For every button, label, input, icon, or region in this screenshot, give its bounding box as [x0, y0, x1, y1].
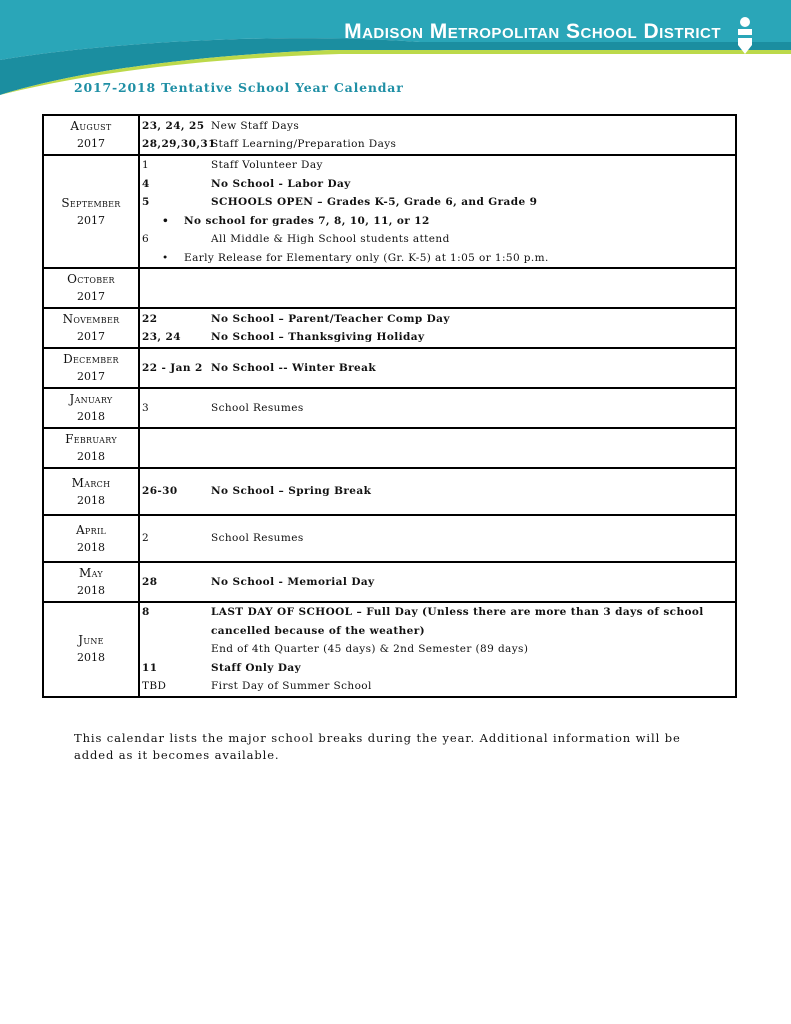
events-cell — [139, 515, 736, 562]
calendar-row — [43, 268, 736, 308]
month-year: 2017 — [77, 330, 105, 343]
event-line — [142, 399, 731, 418]
document-title: 2017-2018 Tentative School Year Calendar — [74, 80, 404, 95]
month-cell — [43, 268, 139, 308]
event-line — [142, 156, 731, 175]
event-line — [142, 529, 731, 548]
events-cell — [139, 308, 736, 348]
month-name: March — [71, 475, 111, 490]
month-year: 2018 — [77, 493, 105, 507]
month-year: 2018 — [77, 450, 105, 463]
calendar-row — [43, 602, 736, 697]
month-cell — [43, 428, 139, 468]
calendar-row — [43, 515, 736, 562]
month-cell — [43, 308, 139, 348]
event-text: No School – Parent/Teacher Comp Day — [211, 312, 450, 325]
month-cell — [43, 515, 139, 562]
calendar-row — [43, 308, 736, 348]
event-text: SCHOOLS OPEN – Grades K-5, Grade 6, and Grade 9 — [211, 196, 538, 208]
district-name: Madison Metropolitan School District — [344, 20, 721, 43]
event-date: 1 — [142, 159, 150, 171]
month-cell — [43, 348, 139, 388]
event-date: 26-30 — [142, 485, 178, 498]
event-date: 22 - Jan 2 — [142, 361, 203, 374]
event-text: No School -- Winter Break — [211, 361, 377, 374]
event-line — [142, 482, 731, 501]
month-name: January — [69, 392, 113, 406]
event-text: All Middle & High School students attend — [211, 233, 450, 245]
event-line — [142, 310, 731, 329]
footer-note: This calendar lists the major school breaks during the year. Additional information will be added as it becomes available. — [74, 731, 681, 762]
event-date: 4 — [142, 177, 150, 190]
month-year: 2017 — [77, 290, 105, 303]
event-date: 6 — [142, 233, 150, 245]
events-cell — [139, 268, 736, 308]
events-cell — [139, 428, 736, 468]
event-text: • No school for grades 7, 8, 10, 11, or 12 — [162, 212, 731, 231]
month-name: September — [61, 195, 121, 210]
events-cell — [139, 562, 736, 602]
event-date: 5 — [142, 196, 150, 208]
event-date: 22 — [142, 312, 158, 325]
month-cell — [43, 115, 139, 155]
calendar-row — [43, 348, 736, 388]
month-year: 2017 — [77, 137, 105, 150]
event-line — [142, 175, 731, 194]
event-line — [142, 230, 731, 249]
event-line — [142, 573, 731, 592]
month-year: 2018 — [77, 540, 105, 554]
events-cell — [139, 468, 736, 515]
month-name: February — [65, 432, 117, 446]
event-date: 28 — [142, 575, 158, 588]
event-text: No School – Spring Break — [211, 485, 372, 498]
event-line — [142, 677, 731, 696]
event-text: Staff Volunteer Day — [211, 159, 323, 171]
event-text: Staff Only Day — [211, 661, 302, 674]
event-text: End of 4th Quarter (45 days) & 2nd Semester (89 days) — [211, 643, 529, 655]
calendar-table — [42, 114, 737, 698]
event-text: LAST DAY OF SCHOOL – Full Day (Unless there are more than 3 days of school cancelled because of the weather) — [211, 606, 704, 637]
month-year: 2018 — [77, 584, 105, 597]
event-line — [142, 640, 731, 659]
event-text: • Early Release for Elementary only (Gr. K-5) at 1:05 or 1:50 p.m. — [162, 249, 731, 268]
event-date: 2 — [142, 532, 150, 545]
calendar-row — [43, 562, 736, 602]
calendar-row — [43, 428, 736, 468]
month-name: December — [63, 352, 119, 366]
event-date — [142, 640, 211, 659]
event-line — [142, 603, 731, 640]
month-name: November — [62, 312, 120, 326]
event-text: No School – Thanksgiving Holiday — [211, 331, 425, 343]
event-text: School Resumes — [211, 401, 304, 414]
month-year: 2017 — [77, 370, 105, 383]
month-cell — [43, 388, 139, 428]
events-cell — [139, 602, 736, 697]
month-year: 2018 — [77, 651, 105, 665]
month-name: April — [75, 522, 107, 537]
month-year: 2018 — [77, 410, 105, 423]
month-name: August — [70, 119, 112, 133]
month-year: 2017 — [77, 213, 105, 227]
event-line — [142, 117, 731, 136]
event-date: 28,29,30,31 — [142, 138, 216, 150]
event-text: No School - Memorial Day — [211, 575, 375, 588]
month-cell — [43, 562, 139, 602]
calendar-row — [43, 115, 736, 155]
event-date: 3 — [142, 401, 150, 414]
event-line — [142, 212, 731, 231]
event-date: 11 — [142, 661, 158, 674]
event-line — [142, 359, 731, 378]
event-text: Staff Learning/Preparation Days — [211, 138, 397, 150]
month-name: October — [67, 272, 115, 286]
event-text: No School - Labor Day — [211, 177, 351, 190]
month-cell — [43, 602, 139, 697]
month-cell — [43, 155, 139, 268]
event-line — [142, 659, 731, 678]
event-text: First Day of Summer School — [211, 680, 372, 692]
event-text: School Resumes — [211, 532, 304, 545]
pencil-person-logo-icon — [736, 16, 754, 54]
events-cell — [139, 388, 736, 428]
event-line — [142, 249, 731, 268]
month-name: May — [79, 566, 103, 580]
event-date: TBD — [142, 680, 167, 692]
event-date: 23, 24, 25 — [142, 119, 205, 132]
events-cell — [139, 348, 736, 388]
calendar-row — [43, 388, 736, 428]
calendar-row — [43, 468, 736, 515]
month-name: June — [78, 633, 104, 648]
month-cell — [43, 468, 139, 515]
events-cell — [139, 115, 736, 155]
event-line — [142, 328, 731, 347]
calendar-row — [43, 155, 736, 268]
events-cell — [139, 155, 736, 268]
event-date: 23, 24 — [142, 331, 181, 343]
event-date: 8 — [142, 606, 150, 618]
event-text: New Staff Days — [211, 119, 300, 132]
event-line — [142, 135, 731, 154]
event-line — [142, 193, 731, 212]
